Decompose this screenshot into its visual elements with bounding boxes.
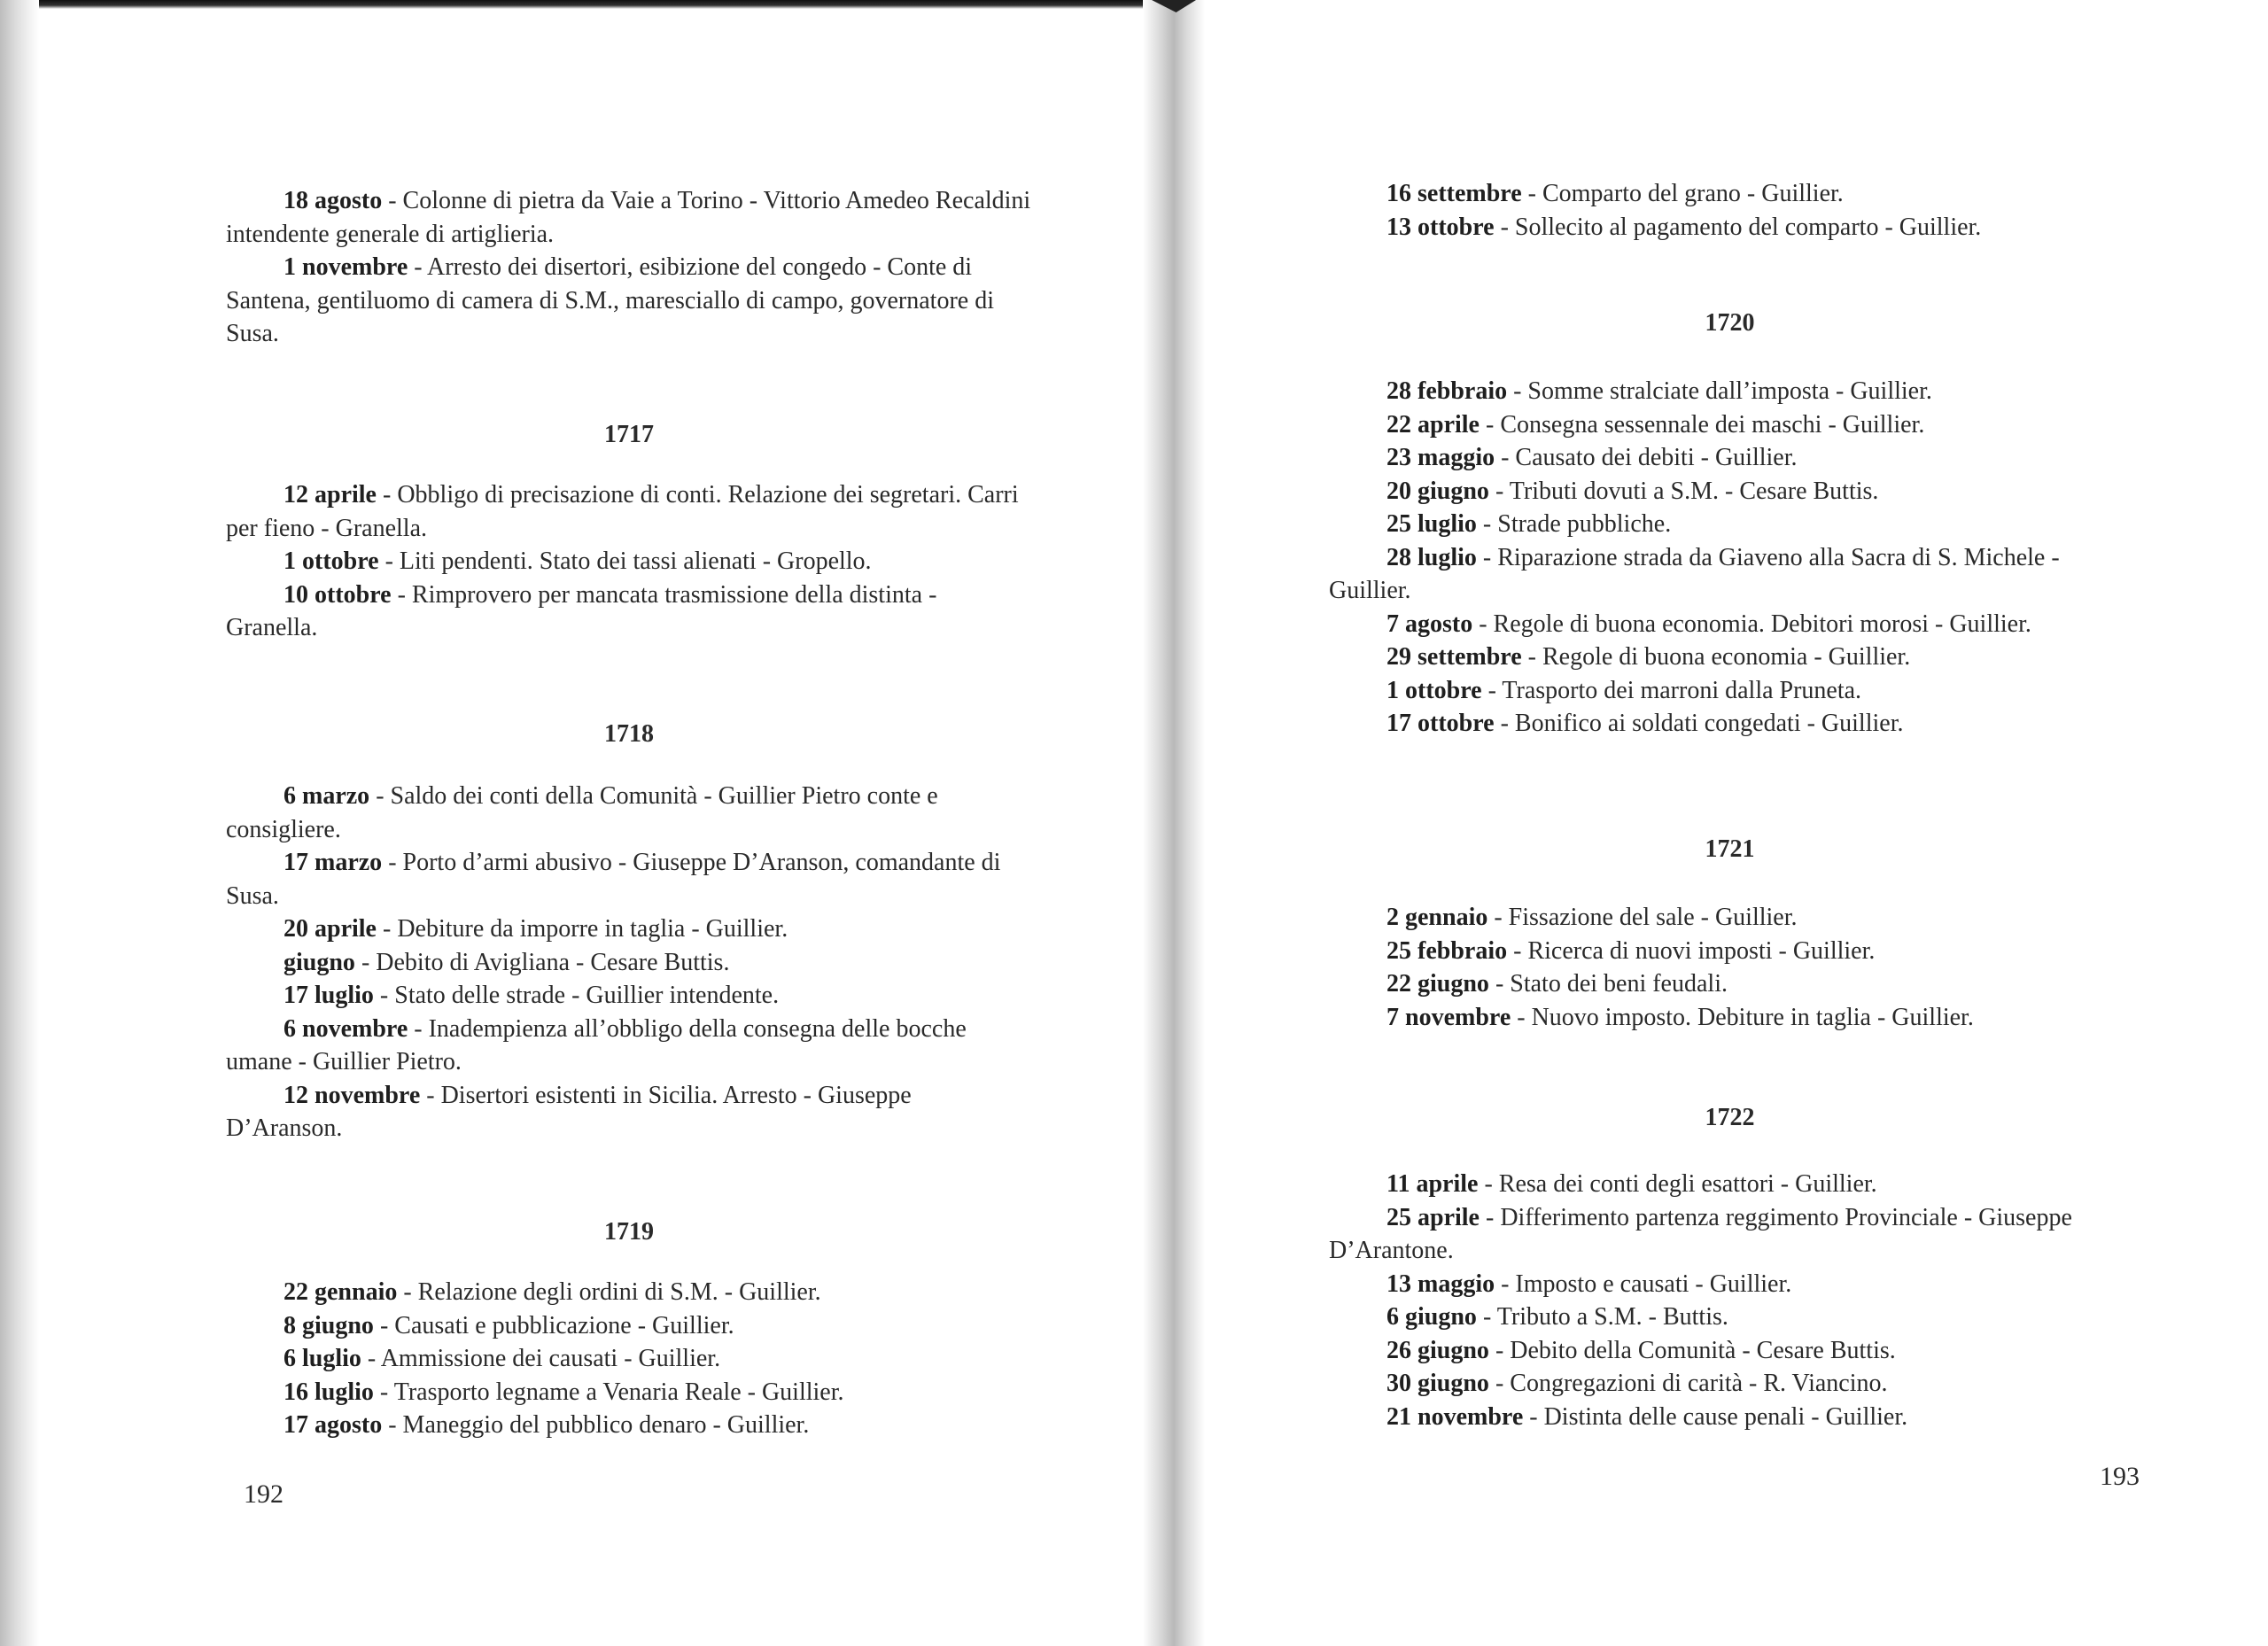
entry-text: - Resa dei conti degli esattori - Guillier. [1478,1170,1877,1198]
year-heading: 1721 [1705,835,1755,863]
entries-block [1329,177,2131,244]
entry-date: 25 luglio [1386,510,1477,538]
entries-block [226,478,1032,645]
entry-date: 6 luglio [284,1345,361,1372]
entry [1329,1334,2131,1368]
entry-date: 29 settembre [1386,643,1522,671]
entry-text: - Saldo dei conti della Comunità - Guillier Pietro conte e consigliere. [226,782,938,843]
entry-date: 28 luglio [1386,543,1477,571]
entry-text: - Differimento partenza reggimento Provinciale - Giuseppe D’Arantone. [1329,1203,2072,1264]
entry-date: 22 gennaio [284,1278,398,1306]
entry-text: - Riparazione strada da Giaveno alla Sacra di S. Michele - Guillier. [1329,543,2060,604]
left-page [226,0,1032,1646]
entry-date: 18 agosto [284,187,383,214]
entry-date: 1 ottobre [1386,676,1482,704]
entry [1329,707,2131,741]
entry-text: - Tributo a S.M. - Buttis. [1476,1303,1728,1331]
year-heading: 1720 [1705,309,1755,337]
entry-text: - Arresto dei disertori, esibizione del congedo - Conte di Santena, gentiluomo di camera di S.M., maresciallo di campo, governatore di Susa. [226,253,994,347]
entry-text: - Obbligo di precisazione di conti. Relazione dei segretari. Carri per fieno - Granella. [226,481,1019,542]
entry-text: - Comparto del grano - Guillier. [1521,180,1844,207]
entry-date: 8 giugno [284,1311,374,1339]
entry-date: 7 novembre [1386,1003,1511,1031]
year-heading: 1718 [604,720,654,748]
entry-date: 25 febbraio [1386,936,1508,965]
entry-text: - Causato dei debiti - Guillier. [1495,444,1798,471]
entry [1329,1401,2131,1434]
book-gutter [1143,0,1205,1646]
entry-text: - Regole di buona economia. Debitori morosi - Guillier. [1472,609,2031,638]
entry [226,1376,1032,1409]
page-number: 193 [2100,1462,2140,1491]
entry [226,912,1032,946]
entry-date: 16 luglio [284,1378,374,1406]
entry [1329,177,2131,211]
entry [1329,967,2131,1001]
entry-date: 12 aprile [284,481,377,509]
entry-text: - Nuovo imposto. Debiture in taglia - Guillier. [1511,1003,1974,1031]
entry-date: 13 ottobre [1386,213,1495,241]
entry [226,946,1032,980]
entry [1329,1367,2131,1401]
entry [1329,211,2131,245]
entry [1329,641,2131,674]
entry-text: - Causati e pubblicazione - Guillier. [373,1311,734,1339]
entry-date: 22 aprile [1386,410,1480,439]
entries-block [1329,1168,2131,1433]
entry [226,545,1032,578]
entry-text: - Ammissione dei causati - Guillier. [361,1345,721,1372]
entry-date: 17 agosto [284,1411,383,1439]
entry-date: 22 giugno [1386,970,1489,998]
entry-date: 26 giugno [1386,1336,1489,1364]
entry [226,478,1032,545]
entries-block [226,1276,1032,1442]
entry [1329,935,2131,968]
entry [226,1079,1032,1145]
entry [226,1276,1032,1309]
entry [1329,674,2131,708]
entry [1329,475,2131,509]
entry [226,1409,1032,1442]
entry-date: 12 novembre [284,1081,421,1109]
entry-date: 21 novembre [1386,1402,1524,1431]
entry-date: 2 gennaio [1386,904,1488,931]
entry-text: - Stato delle strade - Guillier intendente. [373,982,780,1009]
entry [226,1342,1032,1376]
entry [226,846,1032,912]
year-heading: 1717 [604,421,654,448]
entry [1329,508,2131,541]
year-heading: 1722 [1705,1104,1755,1131]
entry [1329,441,2131,475]
entry-text: - Sollecito al pagamento del comparto - Guillier. [1494,213,1982,241]
entries-block [1329,375,2131,741]
entry-date: 6 giugno [1386,1303,1477,1331]
entry-text: - Consegna sessennale dei maschi - Guillier. [1480,410,1925,439]
entry-date: 7 agosto [1386,609,1473,638]
entry-date: 17 ottobre [1386,710,1495,737]
entry [1329,541,2131,608]
entry [1329,901,2131,935]
entries-block [1329,901,2131,1034]
left-page-edge-shadow [0,0,39,1646]
entry [226,251,1032,351]
entry [1329,608,2131,641]
entry-text: - Inadempienza all’obbligo della consegna delle bocche umane - Guillier Pietro. [226,1014,967,1075]
entry-text: - Rimprovero per mancata trasmissione della distinta - Granella. [226,580,937,641]
entry-date: 28 febbraio [1386,377,1508,405]
entry-date: 17 luglio [284,982,374,1009]
page-number: 192 [244,1479,284,1509]
right-page [1329,0,2140,1646]
entry [226,979,1032,1013]
entry-text: - Regole di buona economia - Guillier. [1521,643,1911,671]
entry-date: 20 aprile [284,915,377,943]
entry-text: - Trasporto dei marroni dalla Pruneta. [1481,676,1862,704]
entry-text: - Strade pubbliche. [1476,510,1672,538]
entry-date: 1 novembre [284,253,408,281]
entry-text: - Trasporto legname a Venaria Reale - Guillier. [373,1378,844,1406]
entry [1329,1201,2131,1268]
entry-date: giugno [284,948,355,976]
entry-date: 6 marzo [284,782,370,810]
entry-text: - Debiture da imporre in taglia - Guillier. [377,915,788,943]
entry [226,1013,1032,1079]
entry-date: 11 aprile [1386,1170,1479,1198]
entry [226,780,1032,846]
entry-text: - Fissazione del sale - Guillier. [1487,904,1798,931]
entry-text: - Tributi dovuti a S.M. - Cesare Buttis. [1488,477,1879,505]
entry [1329,1168,2131,1201]
entry [1329,1300,2131,1334]
entry-text: - Maneggio del pubblico denaro - Guillier. [382,1411,810,1439]
entry-text: - Disertori esistenti in Sicilia. Arresto - Giuseppe D’Aranson. [226,1081,912,1142]
entry [226,184,1032,251]
entry [1329,375,2131,408]
entry-text: - Debito della Comunità - Cesare Buttis. [1488,1336,1896,1364]
entry-text: - Imposto e causati - Guillier. [1495,1269,1792,1298]
entries-block [226,184,1032,351]
entry-date: 17 marzo [284,849,383,876]
entry-date: 6 novembre [284,1014,408,1043]
entry-text: - Relazione degli ordini di S.M. - Guillier. [397,1278,821,1306]
entry [1329,408,2131,442]
entry-text: - Colonne di pietra da Vaie a Torino - Vittorio Amedeo Recaldini intendente generale di artiglieria. [226,187,1031,248]
entry-text: - Somme stralciate dall’imposta - Guillier. [1507,377,1932,405]
entry-text: - Bonifico ai soldati congedati - Guillier. [1494,710,1904,737]
entry-date: 23 maggio [1386,444,1495,471]
entry-date: 25 aprile [1386,1203,1480,1231]
entry-text: - Distinta delle cause penali - Guillier. [1523,1402,1908,1431]
entry-date: 16 settembre [1386,180,1522,207]
entry [1329,1268,2131,1301]
entry-date: 1 ottobre [284,547,379,575]
entry-date: 20 giugno [1386,477,1489,505]
entry-text: - Liti pendenti. Stato dei tassi alienati - Gropello. [378,547,872,575]
entry-text: - Congregazioni di carità - R. Viancino. [1488,1370,1888,1397]
entry-date: 30 giugno [1386,1370,1489,1397]
entry [226,578,1032,645]
entries-block [226,780,1032,1145]
entry-text: - Debito di Avigliana - Cesare Buttis. [354,948,730,976]
entry [226,1309,1032,1343]
entry-date: 13 maggio [1386,1269,1495,1298]
entry-date: 10 ottobre [284,580,392,609]
year-heading: 1719 [604,1218,654,1246]
entry-text: - Ricerca di nuovi imposti - Guillier. [1507,936,1876,965]
entry [1329,1001,2131,1035]
entry-text: - Porto d’armi abusivo - Giuseppe D’Aranson, comandante di Susa. [226,849,1001,910]
entry-text: - Stato dei beni feudali. [1488,970,1728,998]
